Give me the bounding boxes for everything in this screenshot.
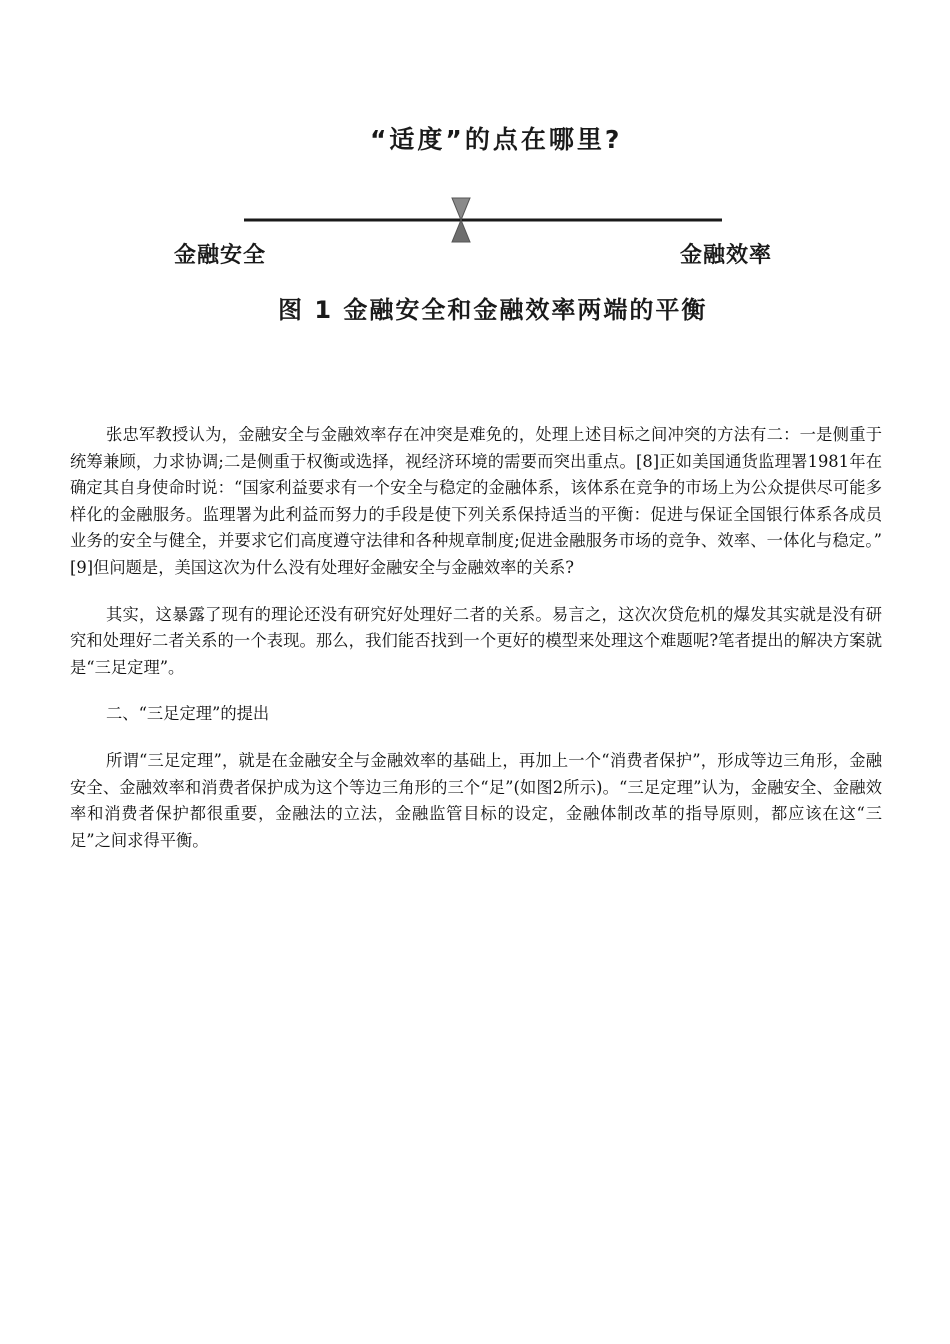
balance-figure	[160, 100, 790, 340]
label-financial-efficiency: 金融效率	[680, 243, 773, 268]
figure-caption: 图 1 金融安全和金融效率两端的平衡	[278, 296, 708, 324]
section-heading: 二、“三足定理”的提出	[106, 704, 270, 724]
label-financial-security: 金融安全	[174, 243, 267, 268]
paragraph-2: 其实，这暴露了现有的理论还没有研究好处理好二者的关系。易言之，这次次贷危机的爆发其实就是没有研究和处理好二者关系的一个表现。那么，我们能否找到一个更好的模型来处理这个难题呢?笔者提出的解决方案就是“三足定理”。	[70, 604, 882, 677]
body-text	[70, 422, 882, 874]
paragraph-3: 所谓“三足定理”，就是在金融安全与金融效率的基础上，再加上一个“消费者保护”，形成等边三角形，金融安全、金融效率和消费者保护成为这个等边三角形的三个“足”(如图2所示)。“三足定理”认为，金融安全、金融效率和消费者保护都很重要，金融法的立法，金融监管目标的设定，金融体制改革的指导原则，都应该在这“三足”之间求得平衡。	[70, 750, 882, 850]
figure-question: “适度”的点在哪里?	[370, 125, 623, 154]
paragraph-1: 张忠军教授认为，金融安全与金融效率存在冲突是难免的，处理上述目标之间冲突的方法有二：一是侧重于统筹兼顾，力求协调;二是侧重于权衡或选择，视经济环境的需要而突出重点。[8]正如美国通货监理署1981年在确定其自身使命时说：“国家利益要求有一个安全与稳定的金融体系，该体系在竞争的市场上为公众提供尽可能多样化的金融服务。监理署为此利益而努力的手段是使下列关系保持适当的平衡：促进与保证全国银行体系各成员业务的安全与健全，并要求它们高度遵守法律和各种规章制度;促进金融服务市场的竞争、效率、一体化与稳定。” [9]但问题是，美国这次为什么没有处理好金融安全与金融效率的关系?	[70, 425, 882, 577]
